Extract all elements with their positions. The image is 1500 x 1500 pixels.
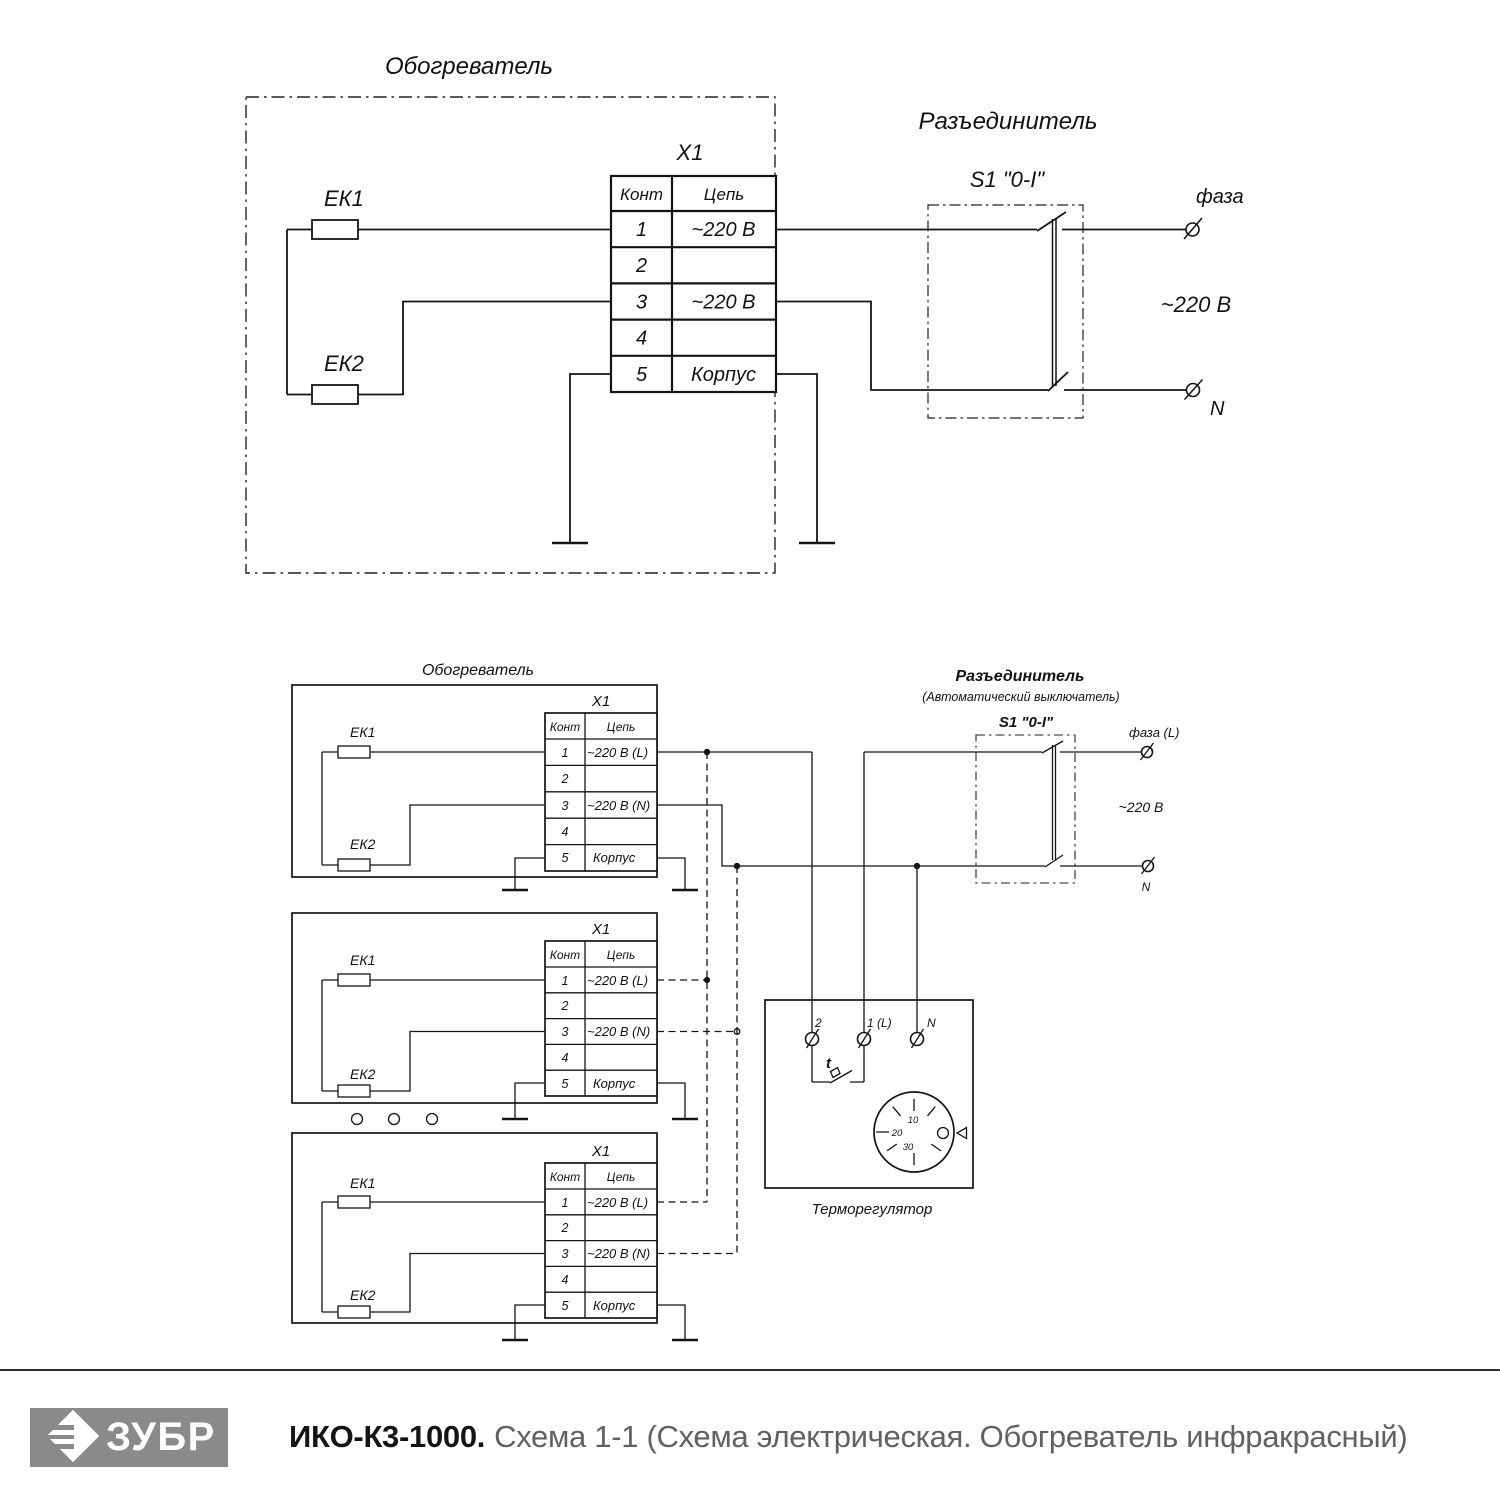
circuit-cell: Корпус: [593, 1076, 636, 1091]
ek1-resistor: [338, 1196, 370, 1208]
connector-name: X1: [591, 921, 611, 938]
heater-1: [292, 662, 698, 890]
ek2-label: ЕК2: [350, 836, 376, 852]
pin-cell: 5: [561, 1299, 569, 1313]
neutral-label: N: [1210, 398, 1225, 420]
ek1-label: ЕК1: [324, 186, 364, 211]
circuit-cell: ~220 В (L): [587, 745, 649, 760]
ek1-resistor: [338, 974, 370, 986]
dial-value-30: 30: [902, 1142, 914, 1153]
pin-cell: 3: [635, 291, 648, 314]
pin-cell: 5: [635, 364, 648, 386]
switch-designator: S1 "0-I": [998, 714, 1054, 731]
connector-name: X1: [591, 693, 611, 710]
col-header-circuit: Цепь: [703, 185, 745, 204]
circuit-cell: ~220 В (N): [587, 798, 651, 813]
zubr-logo: [30, 1408, 228, 1467]
pin-cell: 4: [561, 825, 569, 839]
terminal-1-label: 1 (L): [867, 1016, 892, 1030]
thermostat: [765, 1000, 973, 1218]
circuit-cell: Корпус: [593, 850, 636, 865]
pin-cell: 2: [561, 1221, 569, 1235]
line-wires: [657, 752, 1143, 1033]
diagram-single-heater: [246, 53, 1244, 573]
ellipsis-circle: [427, 1114, 438, 1125]
thermal-contact-label: t: [826, 1055, 831, 1072]
pin-cell: 1: [561, 746, 569, 760]
circuit-cell: ~220 В (L): [587, 973, 649, 988]
pin-cell: 2: [561, 999, 569, 1013]
circuit-cell: ~220 В (N): [587, 1246, 651, 1261]
bus-wiring: [657, 749, 1143, 1254]
ek2-label: ЕК2: [350, 1287, 376, 1303]
disconnector-boundary-box: [976, 735, 1075, 883]
thermostat-title: Терморегулятор: [811, 1201, 933, 1218]
ek2-resistor: [338, 859, 370, 871]
ek1-label: ЕК1: [350, 952, 376, 968]
voltage-label: ~220 В: [1160, 292, 1232, 317]
junction-dot: [914, 863, 920, 869]
logo-stripe: [46, 1444, 74, 1449]
dial-knob-icon: [938, 1128, 949, 1139]
ek2-resistor: [338, 1306, 370, 1318]
pin-cell: 2: [635, 255, 648, 277]
circuit-cell: ~220 В: [691, 291, 756, 314]
disconnector: [922, 668, 1179, 894]
terminal-2-label: 2: [815, 1016, 822, 1030]
title-subtitle: Схема 1-1 (Схема электрическая. Обогреватель инфракрасный): [494, 1419, 1408, 1454]
ek2-resistor: [312, 385, 358, 404]
ek2-resistor: [338, 1085, 370, 1097]
col-header-pin: Конт: [549, 948, 581, 962]
tap-wires-dashed: [657, 980, 737, 1032]
document-title: [289, 1419, 1407, 1455]
pin-cell: 1: [561, 974, 569, 988]
pin-cell: 4: [561, 1051, 569, 1065]
col-header-pin: Конт: [549, 720, 581, 734]
diagram-multi-heater: [292, 662, 1179, 1340]
disconnector-title: Разъединитель: [918, 108, 1098, 135]
ek1-label: ЕК1: [350, 724, 376, 740]
circuit-cell: ~220 В (L): [587, 1195, 649, 1210]
heater-3: [292, 1133, 737, 1340]
terminal-n-label: N: [927, 1016, 936, 1030]
more-heaters-ellipsis: [352, 1114, 438, 1125]
ek2-label: ЕК2: [324, 351, 364, 376]
phase-label: фаза: [1196, 186, 1244, 208]
logo-stripe: [46, 1435, 74, 1440]
col-header-pin: Конт: [620, 185, 663, 204]
pin-cell: 5: [561, 851, 569, 865]
pin-cell: 4: [561, 1273, 569, 1287]
ek1-resistor: [312, 220, 358, 239]
pin-cell: 4: [635, 327, 648, 350]
tap-wires-dashed: [657, 1202, 737, 1254]
pin-cell: 3: [561, 799, 569, 813]
disconnector-boundary-box: [928, 205, 1083, 418]
temperature-dial: [874, 1092, 967, 1172]
ek2-label: ЕК2: [350, 1066, 376, 1082]
neutral-label: N: [1141, 880, 1151, 894]
dial-value-20: 20: [891, 1128, 903, 1139]
junction-dot: [704, 749, 710, 755]
circuit-cell: Корпус: [690, 364, 757, 386]
connector-name: X1: [676, 140, 704, 165]
pin-cell: 5: [561, 1077, 569, 1091]
dial-tick-marks: [876, 1099, 941, 1165]
brand-name: ЗУБР: [106, 1414, 216, 1459]
pin-cell: 3: [561, 1247, 569, 1261]
pin-cell: 2: [561, 772, 569, 786]
switch-linkage: [1053, 745, 1056, 860]
ek1-label: ЕК1: [350, 1175, 376, 1191]
dial-value-10: 10: [907, 1115, 919, 1126]
col-header-circuit: Цепь: [606, 1170, 636, 1184]
heater-title: Обогреватель: [384, 53, 554, 80]
connector-name: X1: [591, 1143, 611, 1160]
ek1-resistor: [338, 746, 370, 758]
pin-cell: 1: [635, 219, 648, 241]
col-header-pin: Конт: [549, 1170, 581, 1184]
heater-2: [292, 913, 740, 1119]
zubr-logo-icon: [30, 1408, 106, 1467]
circuit-cell: ~220 В (N): [587, 1024, 651, 1039]
phase-label: фаза (L): [1129, 725, 1180, 740]
disconnector-title: Разъединитель: [955, 668, 1085, 685]
pin-cell: 1: [561, 1196, 569, 1210]
ellipsis-circle: [352, 1114, 363, 1125]
ellipsis-circle: [389, 1114, 400, 1125]
model-number: ИКО-К3-1000.: [289, 1419, 486, 1454]
circuit-cell: Корпус: [593, 1298, 636, 1313]
dial-pointer-icon: [957, 1128, 967, 1139]
heater-title: Обогреватель: [421, 662, 535, 679]
circuit-cell: ~220 В: [691, 219, 756, 241]
junction-dot: [734, 863, 740, 869]
switch-designator: S1 "0-I": [969, 167, 1045, 192]
disconnector-subtitle: (Автоматический выключатель): [922, 690, 1120, 704]
thermal-contact: [812, 1046, 864, 1084]
pin-cell: 3: [561, 1025, 569, 1039]
logo-stripe: [46, 1425, 74, 1430]
voltage-label: ~220 В: [1118, 799, 1164, 815]
col-header-circuit: Цепь: [606, 720, 636, 734]
switch-linkage: [1053, 219, 1057, 386]
thermal-element-icon: [831, 1068, 841, 1078]
footer-divider: [0, 1369, 1500, 1371]
col-header-circuit: Цепь: [606, 948, 636, 962]
